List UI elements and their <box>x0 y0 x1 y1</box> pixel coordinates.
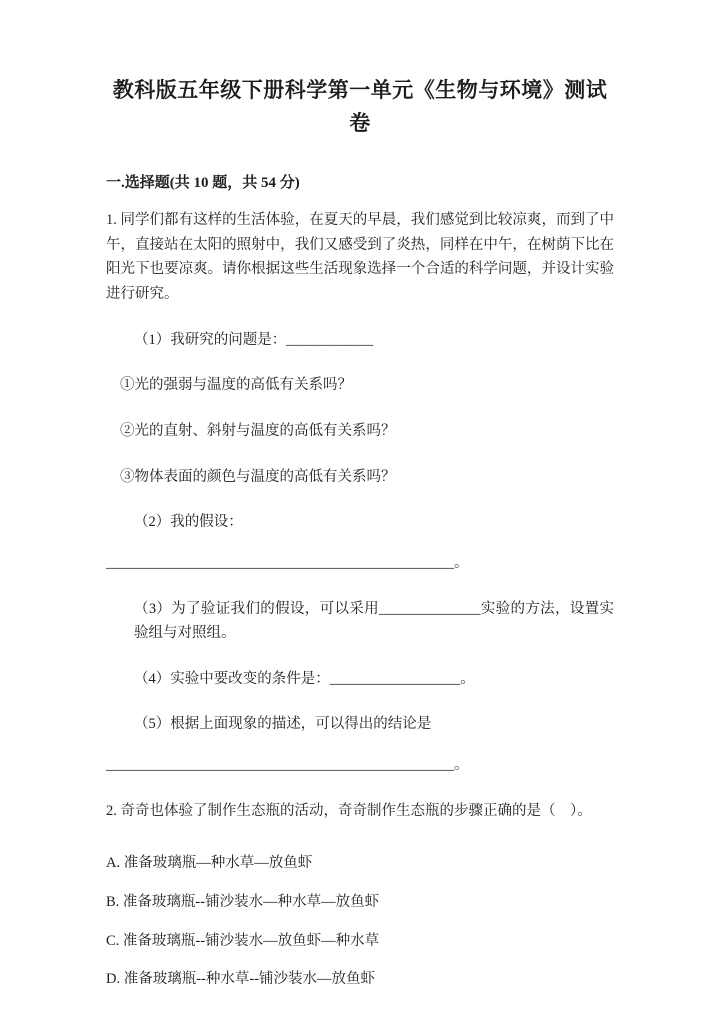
q1-part-5: （5）根据上面现象的描述，可以得出的结论是 <box>134 716 432 733</box>
q1-part-4: （4）实验中要改变的条件是：__________________。 <box>134 670 475 687</box>
question-1-stem: 1. 同学们都有这样的生活体验，在夏天的早晨，我们感觉到比较凉爽，而到了中午，直接站在太阳的照射中，我们又感受到了炎热，同样在中午，在树荫下比在阳光下也要凉爽。请你根据这些生活现象选择一个合适的科学问题，并设计实验进行研究。 <box>106 212 614 303</box>
q1-part-2: （2）我的假设： <box>134 514 243 531</box>
question-2-stem: 2. 奇奇也体验了制作生态瓶的活动，奇奇制作生态瓶的步骤正确的是（ ）。 <box>106 802 592 819</box>
q2-option-a: A. 准备玻璃瓶—种水草—放鱼虾 <box>106 855 313 872</box>
q1-part-1: （1）我研究的问题是：____________ <box>134 331 374 348</box>
q1-choice-2: ②光的直射、斜射与温度的高低有关系吗？ <box>120 422 396 439</box>
q2-option-d: D. 准备玻璃瓶--种水草--铺沙装水—放鱼虾 <box>106 971 376 988</box>
q2-option-c: C. 准备玻璃瓶--铺沙装水—放鱼虾—种水草 <box>106 932 380 949</box>
q1-choice-1: ①光的强弱与温度的高低有关系吗？ <box>120 377 352 394</box>
q1-answer-blank-line-1: ________________________________________________。 <box>106 554 469 571</box>
q1-answer-blank-line-2: ________________________________________________。 <box>106 757 469 774</box>
page-title: 教科版五年级下册科学第一单元《生物与环境》测试卷 <box>112 78 608 135</box>
section-one-header: 一.选择题(共 10 题，共 54 分) <box>106 175 300 192</box>
q1-part-3: （3）为了验证我们的假设，可以采用______________实验的方法，设置实验组与对照组。 <box>134 600 614 642</box>
q2-option-b: B. 准备玻璃瓶--铺沙装水—种水草—放鱼虾 <box>106 893 380 910</box>
q1-choice-3: ③物体表面的颜色与温度的高低有关系吗？ <box>120 468 396 485</box>
